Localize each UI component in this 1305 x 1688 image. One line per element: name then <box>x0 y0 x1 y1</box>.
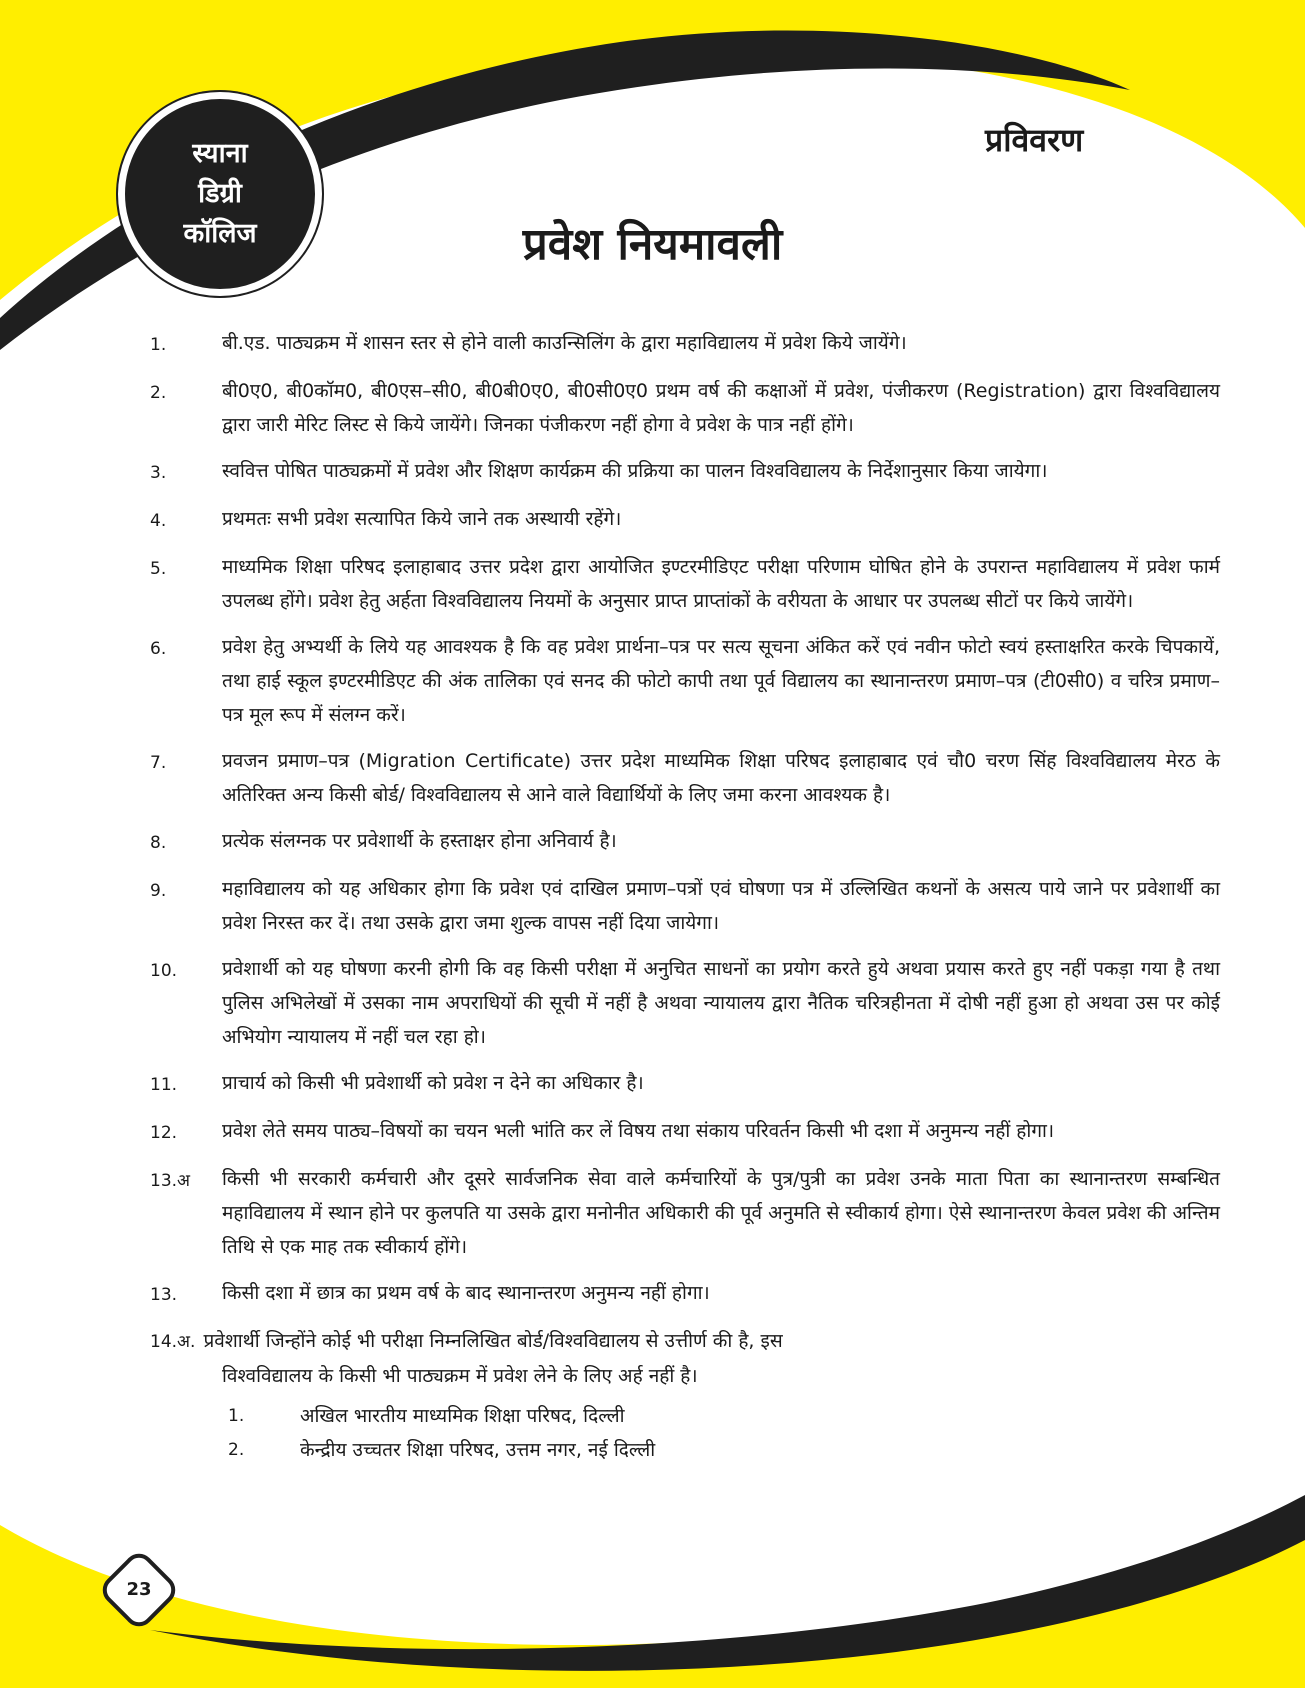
rule-text: प्रत्येक संलग्नक पर प्रवेशार्थी के हस्ताक्षर होना अनिवार्य है। <box>222 830 617 852</box>
rule-item-7 <box>150 744 1220 812</box>
rule-number: 9. <box>150 881 167 901</box>
rule-text: प्रवेशार्थी को यह घोषणा करनी होगी कि वह किसी परीक्षा में अनुचित साधनों का प्रयोग करते हुये अथवा प्रयास करते हुए नहीं पकड़ा गया है तथा पुलिस अभिलेखों में उसका नाम अपराधियों की सूची में नहीं है अथवा न्यायालय द्वारा नैतिक चरित्रहीनता में दोषी नहीं हुआ हो अथवा उस पर कोई अभियोग न्यायालय में नहीं चल रहा हो। <box>222 958 1220 1048</box>
rule-text: प्राचार्य को किसी भी प्रवेशार्थी को प्रवेश न देने का अधिकार है। <box>222 1072 644 1094</box>
rule-number: 2. <box>150 383 167 403</box>
badge-line-3: कॉलिज <box>183 218 257 249</box>
rule-number: 13.अ <box>150 1171 191 1191</box>
rule-text-line-1: प्रवेशार्थी जिन्होंने कोई भी परीक्षा निम्नलिखित बोर्ड/विश्वविद्यालय से उत्तीर्ण की है, इस <box>203 1330 783 1352</box>
sub-item-number: 2. <box>228 1440 245 1460</box>
rule-item-3 <box>150 454 1220 490</box>
rule-text: बी0ए0, बी0कॉम0, बी0एस–सी0, बी0बी0ए0, बी0सी0ए0 प्रथम वर्ष की कक्षाओं में प्रवेश, पंजीकरण (Registration) द्वारा विश्वविद्यालय द्वारा जारी मेरिट लिस्ट से किये जायेंगे। जिनका पंजीकरण नहीं होगा वे प्रवेश के पात्र नहीं होंगे। <box>222 380 1220 436</box>
rule-number: 13. <box>150 1285 178 1305</box>
rule-number: 11. <box>150 1075 178 1095</box>
section-label: प्रविवरण <box>985 121 1084 159</box>
badge-line-2: डिग्री <box>198 178 242 209</box>
rule-item-11 <box>150 1066 1220 1102</box>
rule-text-line-2: विश्वविद्यालय के किसी भी पाठ्यक्रम में प्रवेश लेने के लिए अर्ह नहीं है। <box>222 1365 698 1387</box>
rule-text: बी.एड. पाठ्यक्रम में शासन स्तर से होने वाली काउन्सिलिंग के द्वारा महाविद्यालय में प्रवेश किये जायेंगे। <box>222 332 907 354</box>
rule-text: किसी दशा में छात्र का प्रथम वर्ष के बाद स्थानान्तरण अनुमन्य नहीं होगा। <box>222 1282 710 1304</box>
rule-text: प्रवजन प्रमाण–पत्र (Migration Certificate) उत्तर प्रदेश माध्यमिक शिक्षा परिषद इलाहाबाद एवं चौ0 चरण सिंह विश्वविद्यालय मेरठ के अतिरिक्त अन्य किसी बोर्ड/ विश्वविद्यालय से आने वाले विद्यार्थियों के लिए जमा करना आवश्यक है। <box>222 750 1220 806</box>
sub-item-2 <box>150 1433 1220 1467</box>
rule-text: प्रवेश हेतु अभ्यर्थी के लिये यह आवश्यक है कि वह प्रवेश प्रार्थना–पत्र पर सत्य सूचना अंकित करें एवं नवीन फोटो स्वयं हस्ताक्षरित करके चिपकायें, तथा हाई स्कूल इण्टरमीडिएट की अंक तालिका एवं सनद की फोटो कापी तथा पूर्व विद्यालय का स्थानान्तरण प्रमाण–पत्र (टी0सी0) व चरित्र प्रमाण–पत्र मूल रूप में संलग्न करें। <box>222 636 1220 726</box>
rule-item-1 <box>150 326 1220 362</box>
rule-number: 12. <box>150 1123 178 1143</box>
rule-number: 6. <box>150 639 167 659</box>
rule-text: प्रथमतः सभी प्रवेश सत्यापित किये जाने तक अस्थायी रहेंगे। <box>222 508 622 530</box>
badge-line-1: स्याना <box>192 138 248 169</box>
rule-text: किसी भी सरकारी कर्मचारी और दूसरे सार्वजनिक सेवा वाले कर्मचारियों के पुत्र/पुत्री का प्रवेश उनके माता पिता का स्थानान्तरण सम्बन्धित महाविद्यालय में स्थान होने पर कुलपति या उसके द्वारा मनोनीत अधिकारी की पूर्व अनुमति से स्वीकार्य होगा। ऐसे स्थानान्तरण केवल प्रवेश की अन्तिम तिथि से एक माह तक स्वीकार्य होंगे। <box>222 1168 1220 1258</box>
rule-item-10 <box>150 952 1220 1054</box>
rule-item-12 <box>150 1114 1220 1150</box>
rule-text: महाविद्यालय को यह अधिकार होगा कि प्रवेश एवं दाखिल प्रमाण–पत्रों एवं घोषणा पत्र में उल्लिखित कथनों के असत्य पाये जाने पर प्रवेशार्थी का प्रवेश निरस्त कर दें। तथा उसके द्वारा जमा शुल्क वापस नहीं दिया जायेगा। <box>222 878 1220 934</box>
rule-item-5 <box>150 550 1220 618</box>
rule-number: 10. <box>150 961 178 981</box>
rule-number: 8. <box>150 833 167 853</box>
sub-item-number: 1. <box>228 1406 245 1426</box>
rule-item-6 <box>150 630 1220 732</box>
rule-item-2 <box>150 374 1220 442</box>
rule-text: स्ववित्त पोषित पाठ्यक्रमों में प्रवेश और शिक्षण कार्यक्रम की प्रक्रिया का पालन विश्वविद्यालय के निर्देशानुसार किया जायेगा। <box>222 460 1048 482</box>
rule-item-13a <box>150 1162 1220 1264</box>
page-number: 23 <box>126 1579 152 1600</box>
rule-item-13 <box>150 1276 1220 1312</box>
rule-number: 7. <box>150 753 167 773</box>
rules-list <box>150 326 1220 1467</box>
rule-number: 1. <box>150 335 167 355</box>
rule-text: प्रवेश लेते समय पाठ्य–विषयों का चयन भली भांति कर लें विषय तथा संकाय परिवर्तन किसी भी दशा में अनुमन्य नहीं होगा। <box>222 1120 1055 1142</box>
sub-item-1 <box>150 1399 1220 1433</box>
rule-number: 14.अ. <box>150 1332 196 1352</box>
rule-text: माध्यमिक शिक्षा परिषद इलाहाबाद उत्तर प्रदेश द्वारा आयोजित इण्टरमीडिएट परीक्षा परिणाम घोषित होने के उपरान्त महाविद्यालय में प्रवेश फार्म उपलब्ध होंगे। प्रवेश हेतु अर्हता विश्वविद्यालय नियमों के अनुसार प्राप्त प्राप्तांकों के वरीयता के आधार पर उपलब्ध सीटों पर किये जायेंगे। <box>222 556 1220 612</box>
rule-number: 5. <box>150 559 167 579</box>
sub-item-text: केन्द्रीय उच्चतर शिक्षा परिषद, उत्तम नगर, नई दिल्ली <box>300 1439 656 1461</box>
page-title: प्रवेश नियमावली <box>522 219 783 270</box>
sub-item-text: अखिल भारतीय माध्यमिक शिक्षा परिषद, दिल्ली <box>300 1405 625 1427</box>
rule-number: 4. <box>150 511 167 531</box>
rule-item-8 <box>150 824 1220 860</box>
rule-number: 3. <box>150 463 167 483</box>
rule-item-9 <box>150 872 1220 940</box>
rule-item-14a <box>150 1324 1220 1467</box>
rule-item-4 <box>150 502 1220 538</box>
